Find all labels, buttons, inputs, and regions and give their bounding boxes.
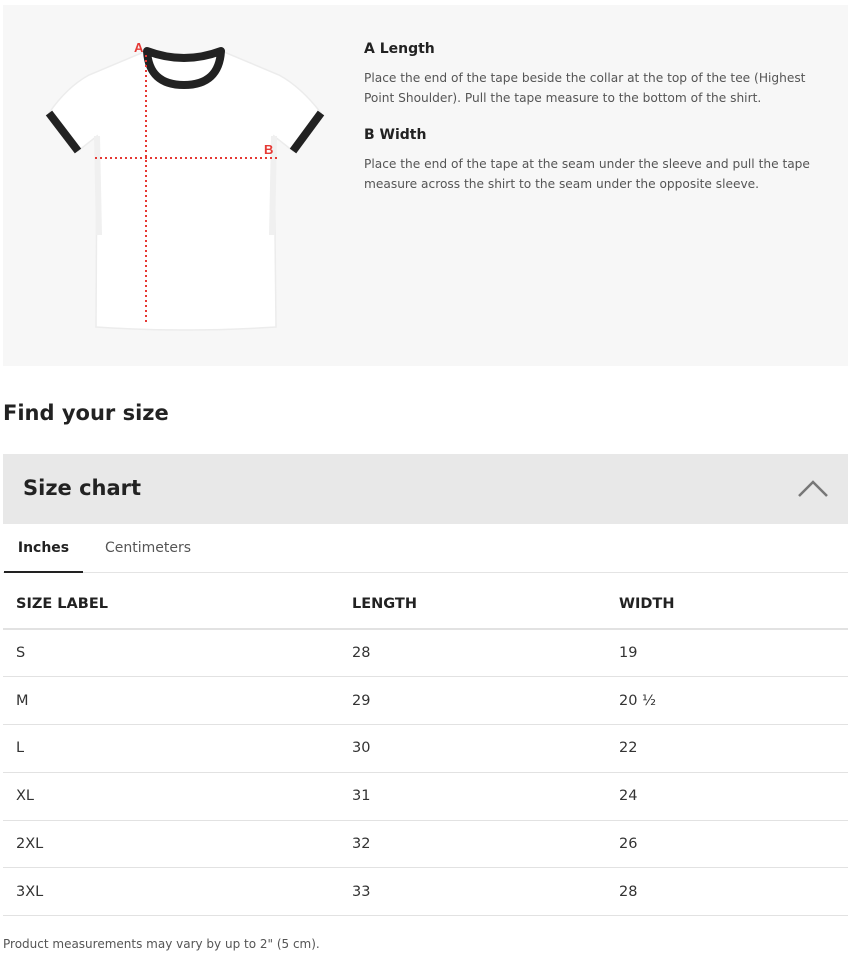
table-row [3,677,848,725]
table-row [3,820,848,868]
column-header-length: LENGTH [352,580,619,629]
width-heading: B Width [364,127,427,143]
table-row [3,629,848,677]
length-guide [364,41,814,108]
size-cell: XL [3,772,352,820]
size-chart-title: Size chart [23,476,142,500]
table-row [3,772,848,820]
length-cell: 33 [352,868,619,916]
size-cell: 2XL [3,820,352,868]
width-cell: 22 [619,725,848,773]
size-cell: L [3,725,352,773]
width-cell: 19 [619,629,848,677]
width-cell: 26 [619,820,848,868]
width-guide [364,127,814,194]
length-cell: 28 [352,629,619,677]
measure-guide-panel [3,5,848,366]
tab-centimeters[interactable]: Centimeters [104,540,192,556]
length-cell: 31 [352,772,619,820]
width-cell: 28 [619,868,848,916]
width-instructions: Place the end of the tape at the seam under the sleeve and pull the tape measure across the shirt to the seam under the opposite sleeve. [364,157,810,191]
label-b: B [264,142,274,157]
length-heading: A Length [364,41,435,57]
length-cell: 30 [352,725,619,773]
width-cell: 24 [619,772,848,820]
label-a: A [134,40,144,55]
length-cell: 32 [352,820,619,868]
unit-tabs [3,524,848,573]
table-row [3,868,848,916]
size-cell: 3XL [3,868,352,916]
size-cell: M [3,677,352,725]
table-row [3,725,848,773]
size-chart-accordion[interactable] [3,454,848,524]
chevron-up-icon[interactable] [797,478,829,498]
column-header-size-label: SIZE LABEL [3,580,352,629]
table-header-row [3,580,848,629]
length-instructions: Place the end of the tape beside the collar at the top of the tee (Highest Point Shoulder). Pull the tape measure to the bottom of the shirt. [364,71,806,105]
shirt-diagram [43,35,333,335]
length-cell: 29 [352,677,619,725]
find-your-size-title: Find your size [3,401,169,425]
tab-inches[interactable]: Inches [4,524,83,573]
column-header-width: WIDTH [619,580,848,629]
measurement-disclaimer: Product measurements may vary by up to 2" (5 cm). [3,937,320,951]
size-cell: S [3,629,352,677]
shirt-illustration [43,35,333,335]
width-cell: 20 ½ [619,677,848,725]
size-table [3,580,848,916]
